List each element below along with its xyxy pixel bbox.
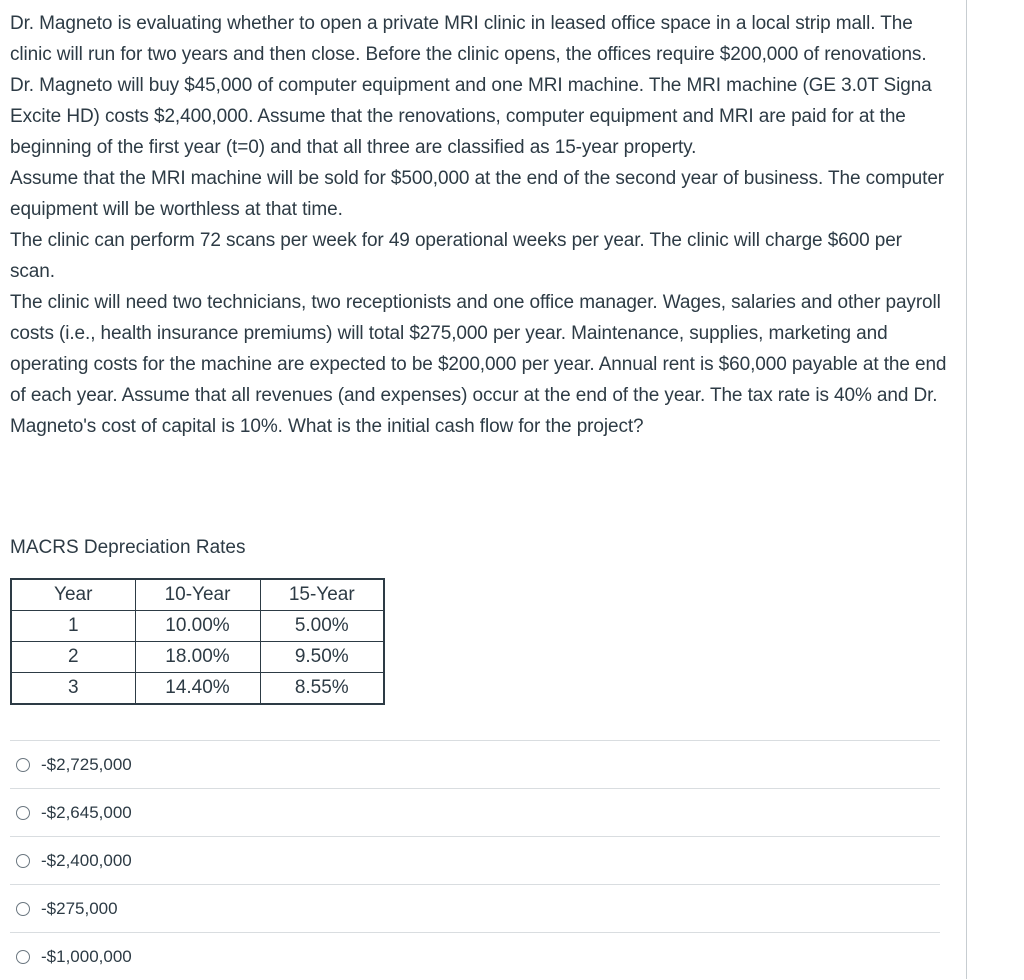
radio-button[interactable] (16, 806, 30, 820)
answer-option[interactable] (10, 884, 940, 932)
table-cell: 5.00% (260, 611, 384, 642)
answer-label[interactable]: -$2,400,000 (41, 850, 132, 870)
question-paragraph: Assume that the MRI machine will be sold for $500,000 at the end of the second year of business. The computer equipment will be worthless at that time. (10, 168, 945, 220)
table-cell: 18.00% (135, 642, 260, 673)
table-title: MACRS Depreciation Rates (10, 537, 246, 558)
question-text (10, 8, 950, 442)
column-header: 10-Year (135, 579, 260, 611)
radio-button[interactable] (16, 758, 30, 772)
answer-option[interactable] (10, 740, 940, 788)
table-cell: 14.40% (135, 673, 260, 705)
answer-option[interactable] (10, 932, 940, 980)
answer-label[interactable]: -$2,725,000 (41, 754, 132, 774)
table-cell: 9.50% (260, 642, 384, 673)
table-header-row (11, 579, 384, 611)
radio-button[interactable] (16, 854, 30, 868)
question-paragraph: The clinic will need two technicians, two receptionists and one office manager. Wages, salaries and other payroll costs (i.e., health insurance premiums) will total $275,000 per year. Maintenance, supplies, marketing and operating costs for the machine are expected to be $200,000 per year. Annual rent is $60,000 payable at the end of each year. Assume that all revenues (and expenses) occur at the end of the year. The tax rate is 40% and Dr. Magneto's cost of capital is 10%. What is the initial cash flow for the project? (10, 292, 947, 437)
question-paragraph: Dr. Magneto is evaluating whether to open a private MRI clinic in leased office space in a local strip mall. The clinic will run for two years and then close. Before the clinic opens, the offices require $200,000 of renovations. Dr. Magneto will buy $45,000 of computer equipment and one MRI machine. The MRI machine (GE 3.0T Signa Excite HD) costs $2,400,000. Assume that the renovations, computer equipment and MRI are paid for at the beginning of the first year (t=0) and that all three are classified as 15-year property. (10, 13, 932, 158)
column-header: 15-Year (260, 579, 384, 611)
table-cell: 10.00% (135, 611, 260, 642)
macrs-table (10, 578, 385, 705)
table-cell: 1 (11, 611, 135, 642)
answer-options (10, 740, 940, 980)
answer-label[interactable]: -$275,000 (41, 898, 118, 918)
table-cell: 8.55% (260, 673, 384, 705)
radio-button[interactable] (16, 902, 30, 916)
table-row (11, 642, 384, 673)
table-row (11, 611, 384, 642)
table-cell: 3 (11, 673, 135, 705)
answer-option[interactable] (10, 836, 940, 884)
answer-option[interactable] (10, 788, 940, 836)
table-cell: 2 (11, 642, 135, 673)
panel-divider (966, 0, 967, 979)
table-row (11, 673, 384, 705)
radio-button[interactable] (16, 950, 30, 964)
answer-label[interactable]: -$1,000,000 (41, 946, 132, 966)
question-paragraph: The clinic can perform 72 scans per week for 49 operational weeks per year. The clinic will charge $600 per scan. (10, 230, 902, 282)
answer-label[interactable]: -$2,645,000 (41, 802, 132, 822)
column-header: Year (11, 579, 135, 611)
